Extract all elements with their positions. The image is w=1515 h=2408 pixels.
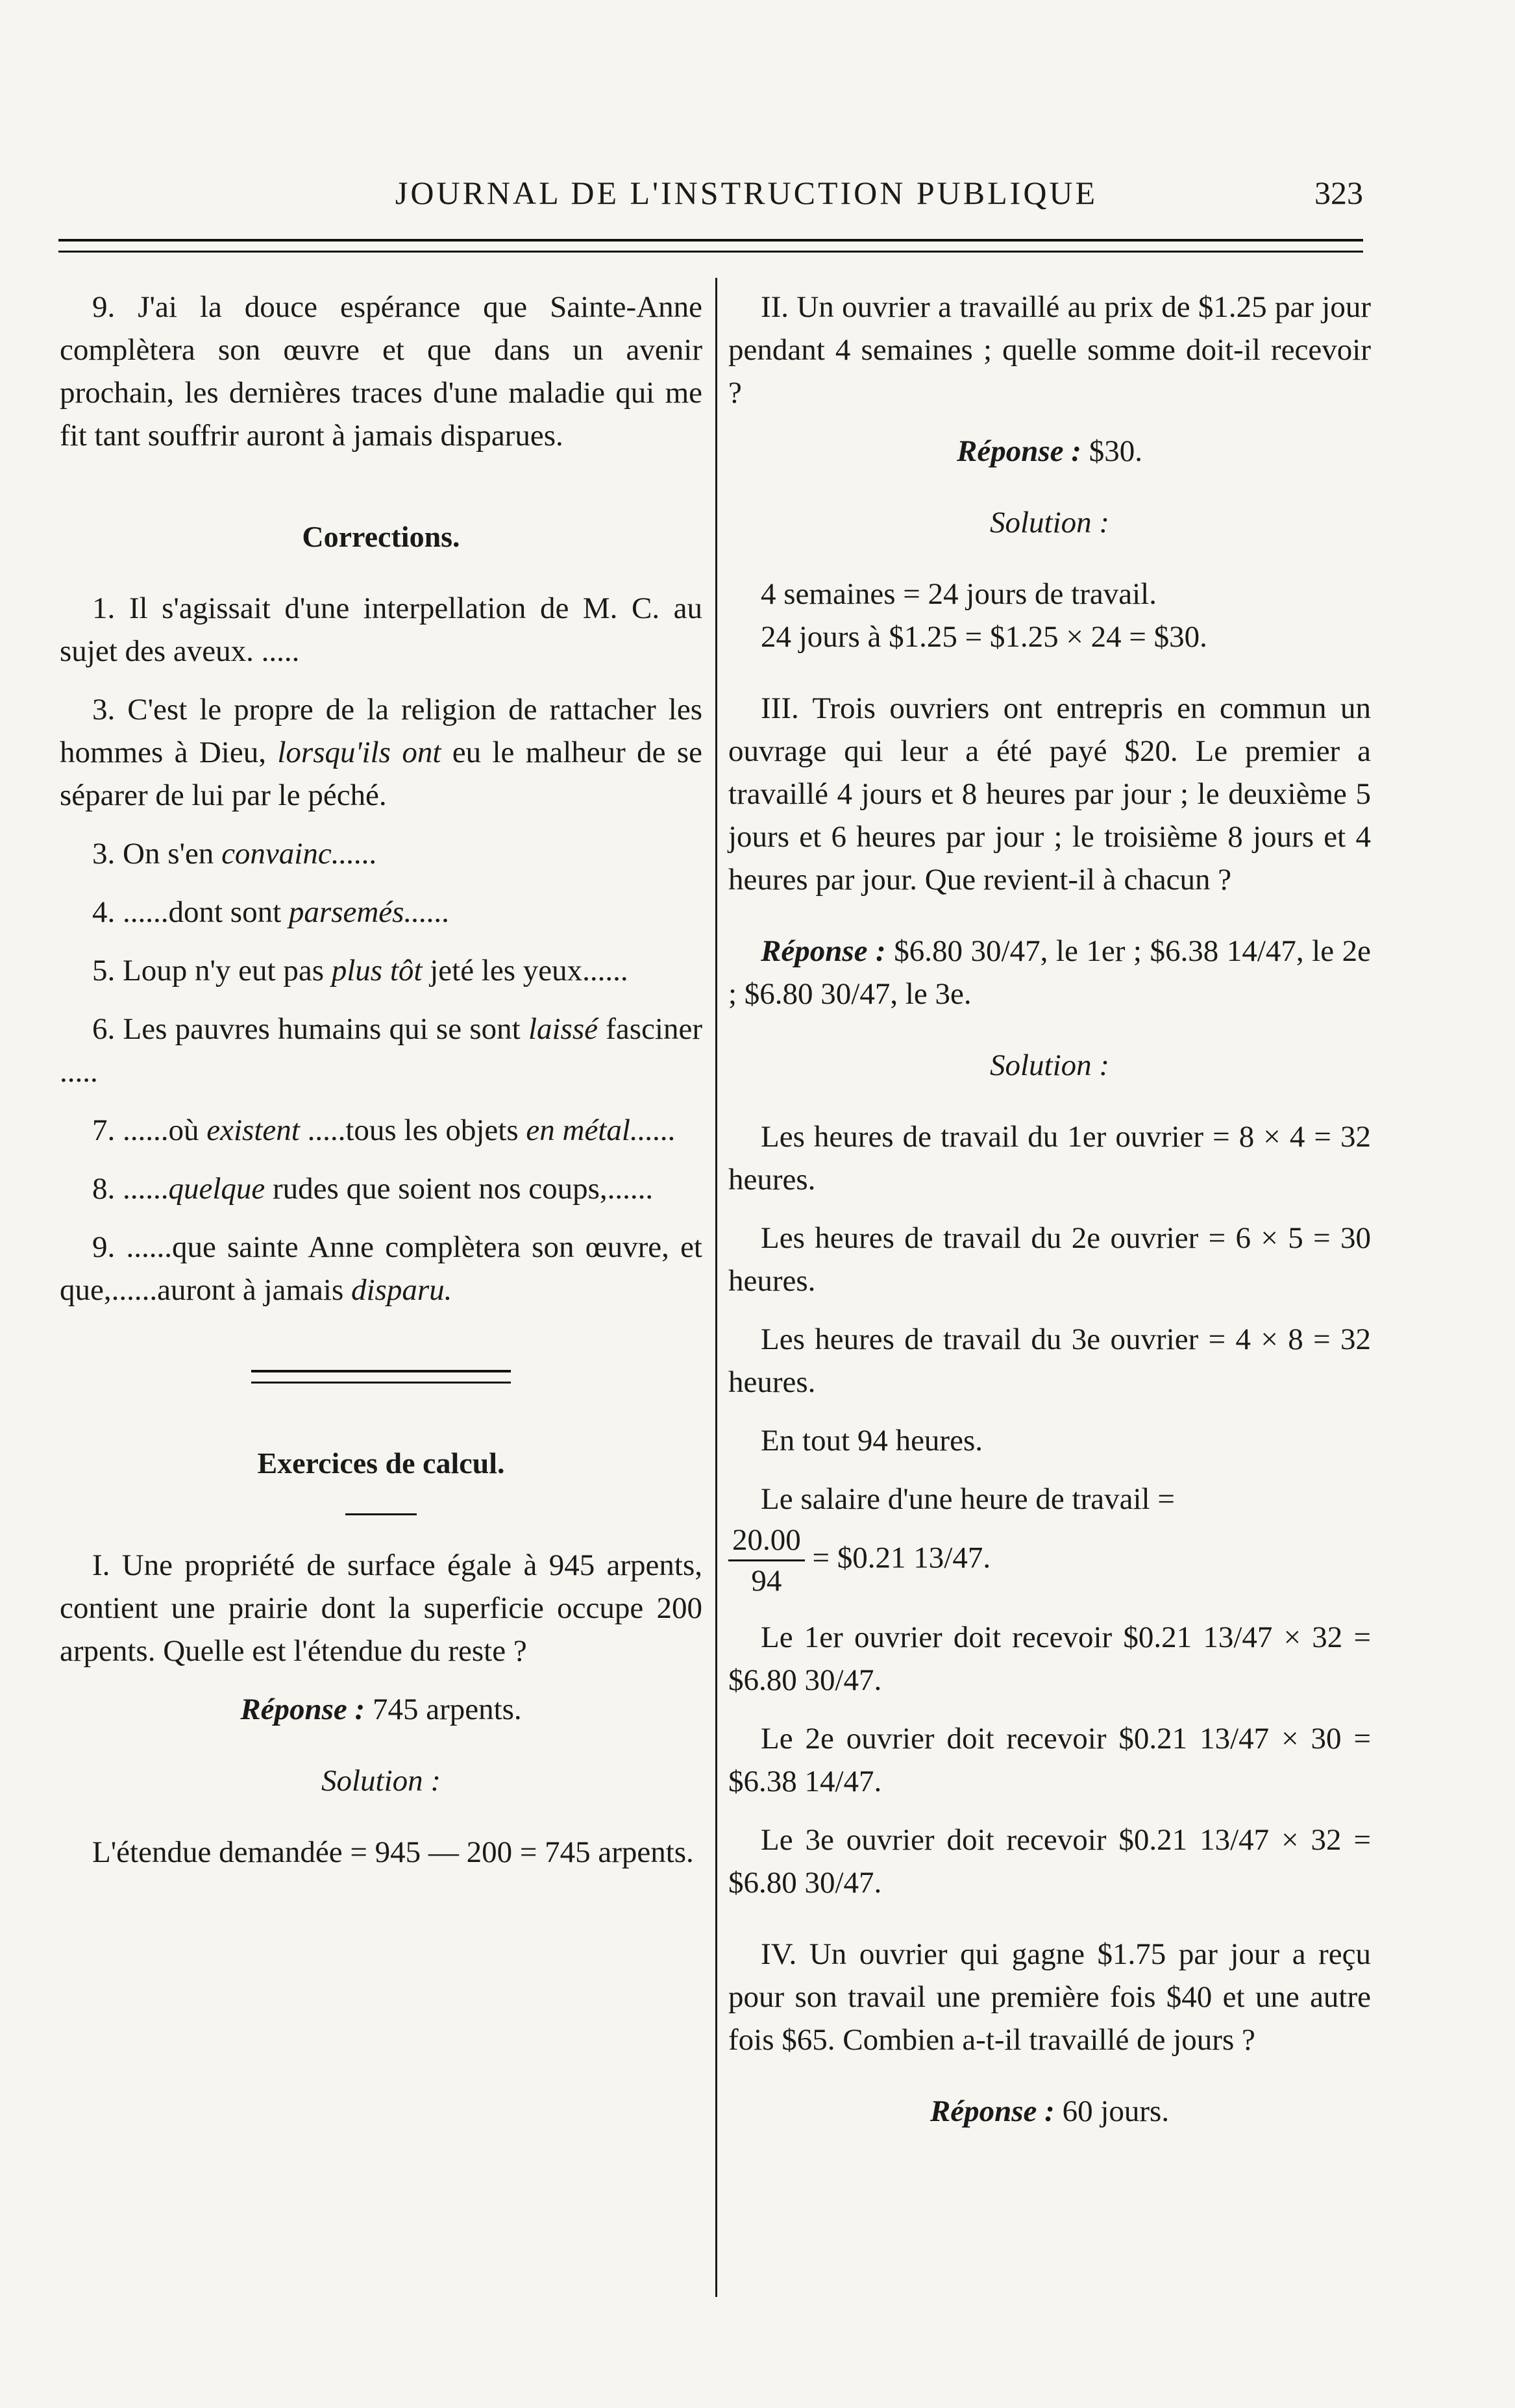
page-number: 323: [1314, 175, 1363, 211]
correction-4: [60, 891, 702, 934]
answer-label: Réponse :: [761, 934, 886, 968]
correction-7-italic: existent: [206, 1113, 300, 1147]
correction-9-italic: disparu.: [351, 1273, 452, 1307]
solution-step-8: Le 3e ouvrier doit recevoir $0.21 13/47 × 32 = $6.80 30/47.: [728, 1823, 1371, 1900]
right-column: [728, 286, 1371, 2133]
paragraph-9: 9. J'ai la douce espérance que Sainte-Anne complètera son œuvre et que dans un avenir prochain, les dernières traces d'une maladie qui me fit tant souffrir auront à jamais disparues.: [60, 290, 702, 453]
exercise-1-answer: [60, 1688, 702, 1731]
header-rule-secondary: [58, 251, 1363, 253]
correction-7: [60, 1109, 702, 1152]
header-rule: [58, 239, 1363, 242]
correction-8-part1: 8. ......: [92, 1172, 169, 1206]
solution-step-6: Le 1er ouvrier doit recevoir $0.21 13/47 × 32 = $6.80 30/47.: [728, 1620, 1371, 1697]
short-rule-separator: [60, 1513, 702, 1515]
running-title: JOURNAL DE L'INSTRUCTION PUBLIQUE: [395, 175, 1098, 211]
correction-7-part1: 7. ......où: [92, 1113, 199, 1147]
correction-6: [60, 1008, 702, 1093]
exercise-2-answer: [728, 430, 1371, 473]
corrections-heading: Corrections.: [302, 520, 460, 553]
answer-label: Réponse :: [957, 434, 1081, 468]
correction-6-part3: fasciner .....: [60, 1012, 702, 1089]
solution-step-4: En tout 94 heures.: [761, 1424, 983, 1458]
correction-5-italic: plus tôt: [331, 954, 423, 987]
exercise-3-answer: [728, 930, 1371, 1015]
solution-step-2: Les heures de travail du 2e ouvrier = 6 × 5 = 30 heures.: [728, 1221, 1371, 1298]
exercise-1-solution: L'étendue demandée = 945 — 200 = 745 arpents.: [92, 1835, 694, 1869]
exercise-2-solution-line-2: 24 jours à $1.25 = $1.25 × 24 = $30.: [761, 620, 1207, 654]
correction-8-italic: quelque: [168, 1172, 265, 1206]
answer-value: 60 jours.: [1062, 2094, 1170, 2128]
correction-3a-italic: lorsqu'ils ont: [277, 736, 441, 769]
answer-label: Réponse :: [240, 1693, 365, 1726]
exercise-3: III. Trois ouvriers ont entrepris en commun un ouvrage qui leur a été payé $20. Le premier a travaillé 4 jours et 8 heures par jour ; le deuxième 5 jours et 6 heures par jour ; le troisième 8 jours et 4 heures par jour. Que revient-il à chacun ?: [728, 691, 1371, 897]
exercise-4-answer: [728, 2090, 1371, 2133]
answer-value: 745 arpents.: [372, 1693, 522, 1726]
answer-label: Réponse :: [930, 2094, 1055, 2128]
correction-3a: [60, 688, 702, 817]
correction-3a-part1: 3. C'est le propre de la religion de rattacher les hommes à Dieu,: [60, 693, 702, 769]
correction-6-italic: laissé: [528, 1012, 598, 1046]
exercise-2-solution-line-1: 4 semaines = 24 jours de travail.: [761, 577, 1157, 611]
fraction-numerator: 20.00: [728, 1521, 805, 1561]
column-divider: [715, 278, 717, 2297]
exercise-2: II. Un ouvrier a travaillé au prix de $1.25 par jour pendant 4 semaines ; quelle somme doit-il recevoir ?: [728, 290, 1371, 410]
correction-9-part1: 9. ......que sainte Anne complètera son œuvre, et que,......auront à jamais: [60, 1230, 702, 1307]
correction-3b: [60, 832, 702, 875]
solution-fraction-line: [728, 1521, 1371, 1600]
exercise-1-solution-label: Solution :: [321, 1764, 441, 1798]
solution-step-3: Les heures de travail du 3e ouvrier = 4 × 8 = 32 heures.: [728, 1322, 1371, 1399]
exercise-4: IV. Un ouvrier qui gagne $1.75 par jour a reçu pour son travail une première fois $40 et une autre fois $65. Combien a-t-il travaillé de jours ?: [728, 1937, 1371, 2057]
double-rule-separator: [60, 1370, 702, 1384]
correction-3b-part1: 3. On s'en: [92, 837, 214, 871]
exercices-heading: Exercices de calcul.: [257, 1446, 505, 1480]
correction-3a-part3: eu le malheur de se séparer de lui par le péché.: [60, 736, 703, 812]
answer-value: $30.: [1089, 434, 1142, 468]
correction-4-part1: 4. ......dont sont: [92, 895, 282, 929]
fraction-result: = $0.21 13/47.: [812, 1541, 991, 1575]
fraction: [728, 1521, 805, 1600]
solution-step-1: Les heures de travail du 1er ouvrier = 8 × 4 = 32 heures.: [728, 1120, 1371, 1197]
correction-8-part3: rudes que soient nos coups,......: [273, 1172, 654, 1206]
correction-5-part1: 5. Loup n'y eut pas: [92, 954, 324, 987]
correction-7-italic2: en métal......: [526, 1113, 676, 1147]
correction-3b-italic: convainc......: [221, 837, 378, 871]
correction-5: [60, 949, 702, 992]
correction-6-part1: 6. Les pauvres humains qui se sont: [92, 1012, 521, 1046]
left-column: [60, 286, 702, 1874]
answer-value: $6.80 30/47, le 1er ; $6.38 14/47, le 2e ; $6.80 30/47, le 3e.: [728, 934, 1371, 1011]
correction-7-part3: .....tous les objets: [307, 1113, 519, 1147]
correction-5-part3: jeté les yeux......: [430, 954, 628, 987]
correction-9: [60, 1226, 702, 1311]
exercise-1: I. Une propriété de surface égale à 945 arpents, contient une prairie dont la superficie occupe 200 arpents. Quelle est l'étendue du reste ?: [60, 1548, 702, 1668]
correction-4-italic: parsemés......: [288, 895, 450, 929]
correction-8: [60, 1167, 702, 1210]
solution-step-5: Le salaire d'une heure de travail =: [761, 1482, 1175, 1516]
page-header: [58, 174, 1363, 219]
solution-step-7: Le 2e ouvrier doit recevoir $0.21 13/47 × 30 = $6.38 14/47.: [728, 1722, 1371, 1798]
correction-1: 1. Il s'agissait d'une interpellation de M. C. au sujet des aveux. .....: [60, 591, 702, 668]
exercise-3-solution-label: Solution :: [989, 1049, 1110, 1082]
exercise-2-solution-label: Solution :: [989, 506, 1110, 540]
fraction-denominator: 94: [751, 1564, 782, 1598]
